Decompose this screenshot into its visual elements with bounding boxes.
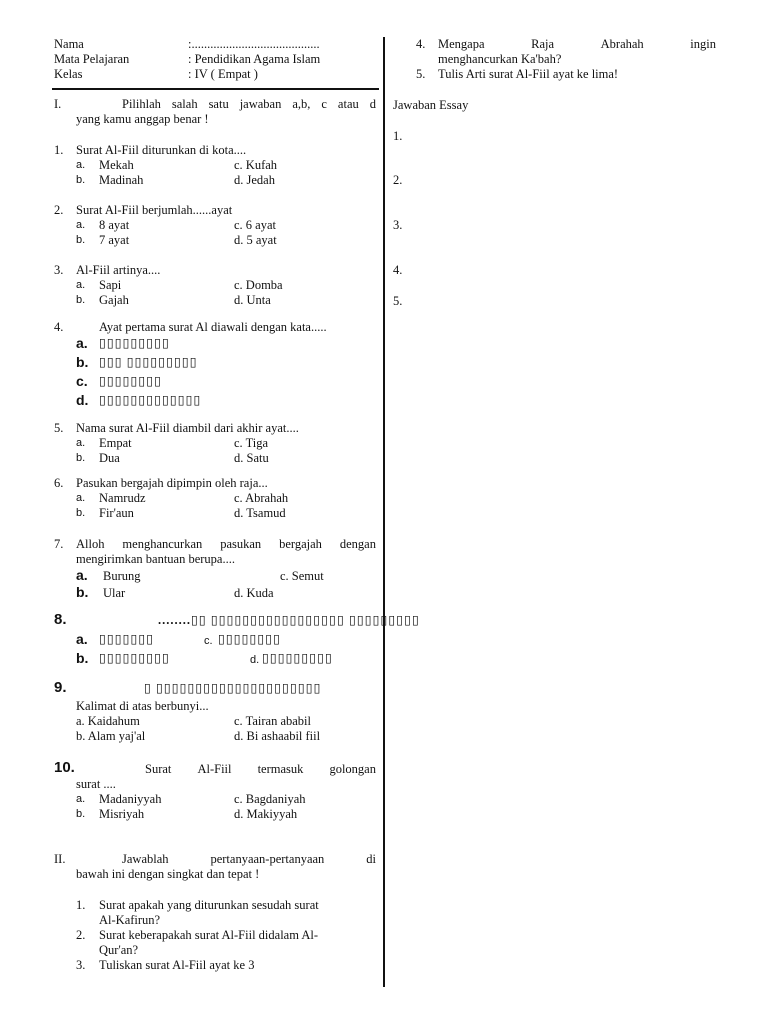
word: Jawablah xyxy=(122,852,169,866)
q8-c: ▯▯▯▯▯▯▯▯ xyxy=(218,632,282,646)
mapel-value: : Pendidikan Agama Islam xyxy=(188,52,321,66)
q3-c: c. Domba xyxy=(234,278,283,292)
q1-a-label: a. xyxy=(76,159,86,171)
q3-num: 3. xyxy=(54,263,64,277)
q3-text: Al-Fiil artinya.... xyxy=(76,263,161,277)
q6-b: Fir'aun xyxy=(99,506,134,520)
q7-num: 7. xyxy=(54,537,64,551)
essay1-line1: Surat apakah yang diturunkan sesudah surat xyxy=(99,898,319,912)
q7-d: d. Kuda xyxy=(234,586,274,600)
q2-b-label: b. xyxy=(76,234,86,246)
jawaban-4: 4. xyxy=(393,263,403,277)
q4-d: ▯▯▯▯▯▯▯▯▯▯▯▯▯ xyxy=(99,393,202,407)
q8-d: ▯▯▯▯▯▯▯▯▯ xyxy=(262,651,333,665)
section1-num: I. xyxy=(54,97,62,111)
q10-b-label: b. xyxy=(76,808,86,820)
q4-b-label: b. xyxy=(76,354,89,370)
word: jawaban xyxy=(239,97,282,111)
q6-num: 6. xyxy=(54,476,64,490)
q4-a: ▯▯▯▯▯▯▯▯▯ xyxy=(99,336,170,350)
q2-num: 2. xyxy=(54,203,64,217)
word: salah xyxy=(171,97,198,111)
q3-a-label: a. xyxy=(76,279,86,291)
word: golongan xyxy=(329,762,376,776)
q10-a: Madaniyyah xyxy=(99,792,162,806)
q1-num: 1. xyxy=(54,143,64,157)
q1-a: Mekah xyxy=(99,158,134,172)
q2-d: d. 5 ayat xyxy=(234,233,277,247)
word: Mengapa xyxy=(438,37,485,51)
q1-b-label: b. xyxy=(76,174,86,186)
q7-a-label: a. xyxy=(76,567,88,583)
q6-b-label: b. xyxy=(76,507,86,519)
word: Pilihlah xyxy=(122,97,161,111)
q4-c: ▯▯▯▯▯▯▯▯ xyxy=(99,374,163,388)
word: Alloh xyxy=(76,537,105,551)
word: menghancurkan xyxy=(122,537,203,551)
q4-d-label: d. xyxy=(76,392,89,408)
kelas-value: : IV ( Empat ) xyxy=(188,67,258,81)
q7-b: Ular xyxy=(103,586,126,600)
q10-d: d. Makiyyah xyxy=(234,807,298,821)
section2-line2: bawah ini dengan singkat dan tepat ! xyxy=(76,867,260,881)
q5-b-label: b. xyxy=(76,452,86,464)
q5-text: Nama surat Al-Fiil diambil dari akhir ayat.... xyxy=(76,421,299,435)
mapel-label: Mata Pelajaran xyxy=(54,52,130,66)
essay1-line2: Al-Kafirun? xyxy=(99,913,161,927)
section1-line2: yang kamu anggap benar ! xyxy=(76,112,209,126)
q7-b-label: b. xyxy=(76,584,89,600)
q5-num: 5. xyxy=(54,421,64,435)
q5-a: Empat xyxy=(99,436,132,450)
q9-b: b. Alam yaj'al xyxy=(76,729,146,743)
q7-a: Burung xyxy=(103,569,141,583)
q9-text: Kalimat di atas berbunyi... xyxy=(76,699,209,713)
q5-b: Dua xyxy=(99,451,120,465)
q4-text: Ayat pertama surat Al diawali dengan kata..... xyxy=(99,320,327,334)
word: ingin xyxy=(690,37,716,51)
section2-line1 xyxy=(122,852,376,867)
header-rule xyxy=(52,88,379,90)
q10-line2: surat .... xyxy=(76,777,116,791)
q10-c: c. Bagdaniyah xyxy=(234,792,306,806)
q9-c: c. Tairan ababil xyxy=(234,714,311,728)
word: Raja xyxy=(531,37,555,51)
q9-a: a. Kaidahum xyxy=(76,714,140,728)
q6-a: Namrudz xyxy=(99,491,146,505)
essay4-num: 4. xyxy=(416,37,426,51)
q8-b-label: b. xyxy=(76,650,89,666)
word: Abrahah xyxy=(600,37,644,51)
q7-line1 xyxy=(76,537,376,552)
q2-a: 8 ayat xyxy=(99,218,130,232)
q4-a-label: a. xyxy=(76,335,88,351)
q7-line2: mengirimkan bantuan berupa.... xyxy=(76,552,235,566)
q1-c: c. Kufah xyxy=(234,158,278,172)
word: Al-Fiil xyxy=(197,762,232,776)
essay5-text: Tulis Arti surat Al-Fiil ayat ke lima! xyxy=(438,67,619,81)
q10-b: Misriyah xyxy=(99,807,145,821)
essay2-line2: Qur'an? xyxy=(99,943,139,957)
jawaban-3: 3. xyxy=(393,218,403,232)
word: di xyxy=(366,852,376,866)
essay1-num: 1. xyxy=(76,898,86,912)
q8-a-label: a. xyxy=(76,631,88,647)
q2-b: 7 ayat xyxy=(99,233,130,247)
essay4-line2: menghancurkan Ka'bah? xyxy=(438,52,562,66)
q6-a-label: a. xyxy=(76,492,86,504)
q6-text: Pasukan bergajah dipimpin oleh raja... xyxy=(76,476,268,490)
essay2-num: 2. xyxy=(76,928,86,942)
word: termasuk xyxy=(257,762,304,776)
jawaban-1: 1. xyxy=(393,129,403,143)
q1-d: d. Jedah xyxy=(234,173,275,187)
q10-num: 10. xyxy=(54,759,75,776)
q2-text: Surat Al-Fiil berjumlah......ayat xyxy=(76,203,233,217)
q3-b: Gajah xyxy=(99,293,129,307)
q5-d: d. Satu xyxy=(234,451,269,465)
q9-num: 9. xyxy=(54,679,67,696)
q2-c: c. 6 ayat xyxy=(234,218,276,232)
essay4-line1 xyxy=(438,37,716,52)
q8-c-label: c. xyxy=(204,635,213,647)
q9-d: d. Bi ashaabil fiil xyxy=(234,729,321,743)
q8-text: ........▯▯ ▯▯▯▯▯▯▯▯▯▯▯▯▯▯▯▯▯ ▯▯▯▯▯▯▯▯▯ xyxy=(158,613,420,627)
section1-line1 xyxy=(122,97,376,112)
q8-a: ▯▯▯▯▯▯▯ xyxy=(99,632,155,646)
q6-d: d. Tsamud xyxy=(234,506,286,520)
jawaban-5: 5. xyxy=(393,294,403,308)
q6-c: c. Abrahah xyxy=(234,491,289,505)
q4-c-label: c. xyxy=(76,373,88,389)
q8-d-label: d. xyxy=(250,654,260,666)
essay2-line1: Surat keberapakah surat Al-Fiil didalam Al- xyxy=(99,928,319,942)
word: a,b, xyxy=(292,97,311,111)
word: satu xyxy=(208,97,229,111)
q8-num: 8. xyxy=(54,611,67,628)
word: atau xyxy=(337,97,359,111)
word: c xyxy=(321,97,327,111)
nama-label: Nama xyxy=(54,37,84,51)
q5-a-label: a. xyxy=(76,437,86,449)
q9-arabic: ▯ ▯▯▯▯▯▯▯▯▯▯▯▯▯▯▯▯▯▯▯▯▯ xyxy=(144,681,322,695)
essay5-num: 5. xyxy=(416,67,426,81)
jawaban-title: Jawaban Essay xyxy=(393,98,469,112)
word: pasukan xyxy=(220,537,262,551)
q3-b-label: b. xyxy=(76,294,86,306)
column-divider xyxy=(383,37,385,987)
q4-num: 4. xyxy=(54,320,64,334)
word: d xyxy=(369,97,376,111)
q7-c: c. Semut xyxy=(280,569,324,583)
essay3-text: Tuliskan surat Al-Fiil ayat ke 3 xyxy=(99,958,255,972)
word: bergajah xyxy=(279,537,322,551)
jawaban-2: 2. xyxy=(393,173,403,187)
q10-line1 xyxy=(145,762,376,777)
word: dengan xyxy=(339,537,376,551)
nama-value: :......................................... xyxy=(188,37,320,51)
q1-text: Surat Al-Fiil diturunkan di kota.... xyxy=(76,143,247,157)
q3-d: d. Unta xyxy=(234,293,271,307)
q10-a-label: a. xyxy=(76,793,86,805)
kelas-label: Kelas xyxy=(54,67,83,81)
word: pertanyaan-pertanyaan xyxy=(210,852,325,866)
word: Surat xyxy=(145,762,172,776)
section2-num: II. xyxy=(54,852,66,866)
essay3-num: 3. xyxy=(76,958,86,972)
q1-b: Madinah xyxy=(99,173,144,187)
q5-c: c. Tiga xyxy=(234,436,269,450)
q4-b: ▯▯▯ ▯▯▯▯▯▯▯▯▯ xyxy=(99,355,198,369)
q2-a-label: a. xyxy=(76,219,86,231)
q3-a: Sapi xyxy=(99,278,122,292)
q8-b: ▯▯▯▯▯▯▯▯▯ xyxy=(99,651,170,665)
